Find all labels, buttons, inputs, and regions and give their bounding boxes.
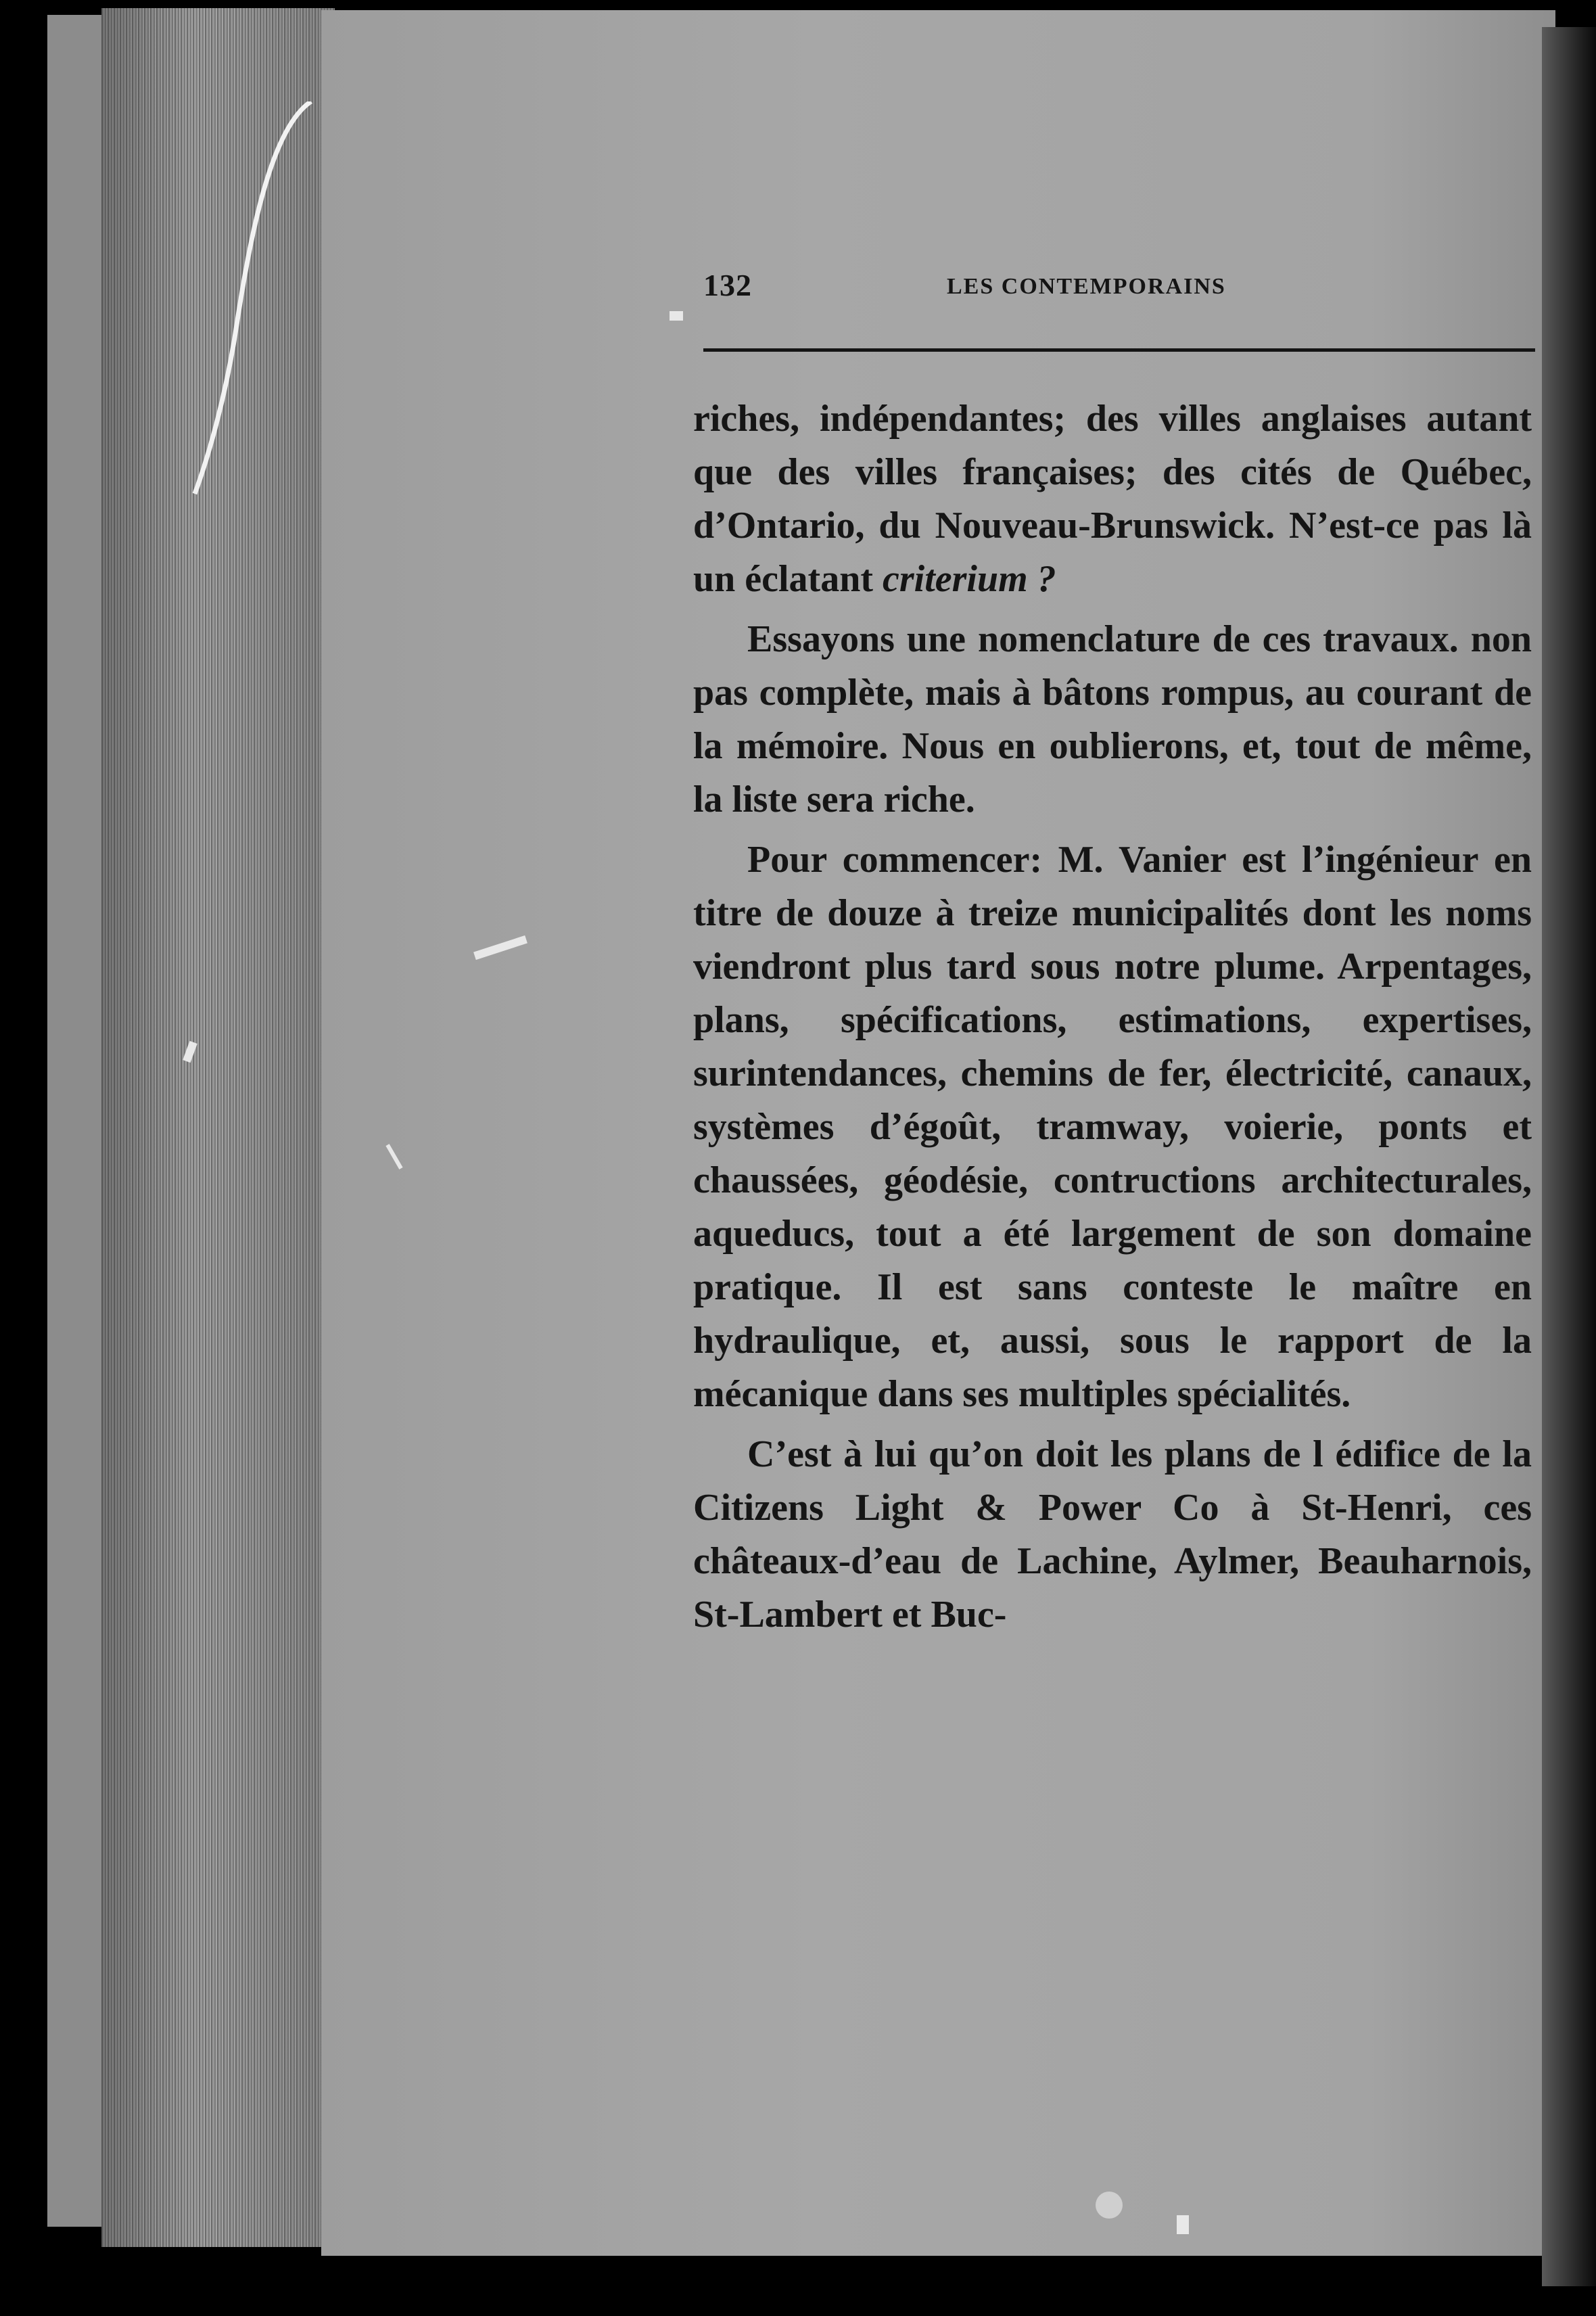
- body-text: [693, 392, 1532, 1648]
- page-header: [703, 267, 1535, 308]
- header-rule: [703, 348, 1535, 352]
- paragraph: Pour commencer: M. Vanier est l’ingénieur en titre de douze à treize municipalités dont les noms viendront plus tard sous notre plume. Arpentages, plans, spécifications, estimations, expertises, surintendances, chemins de fer, électricité, canaux, systèmes d’égoût, tramway, voierie, ponts et chaussées, géodésie, contructions architecturales, aqueducs, tout a été largement de son domaine pratique. Il est sans conteste le maître en hydraulique, et, aussi, sous le rapport de la mécanique dans ses multiples spécialités.: [693, 839, 1532, 1415]
- page-gutter-shadow: [1542, 27, 1596, 2286]
- scratch-mark: [189, 101, 325, 507]
- paragraph: Essayons une nomenclature de ces travaux. non pas complète, mais à bâtons rompus, au courant de la mémoire. Nous en oublierons, et, tout de même, la liste sera riche.: [693, 618, 1532, 820]
- dust-speck: [670, 311, 683, 321]
- page-number: 132: [703, 268, 752, 302]
- italic-word: criterium ?: [883, 558, 1056, 600]
- paragraph: [693, 392, 1532, 606]
- dust-speck: [1177, 2215, 1189, 2234]
- paragraph: C’est à lui qu’on doit les plans de l édifice de la Citizens Light & Power Co à St-Henri, ces châteaux-d’eau de Lachine, Aylmer, Beauharnois, St-Lambert et Buc-: [693, 1433, 1532, 1636]
- dust-speck: [1096, 2192, 1123, 2219]
- paragraph-text: riches, indépendantes; des villes anglaises autant que des villes françaises; des cités de Québec, d’Ontario, du Nouveau-Brunswick. N’est-ce pas là un éclatant: [693, 398, 1532, 600]
- running-head: LES CONTEMPORAINS: [947, 274, 1226, 299]
